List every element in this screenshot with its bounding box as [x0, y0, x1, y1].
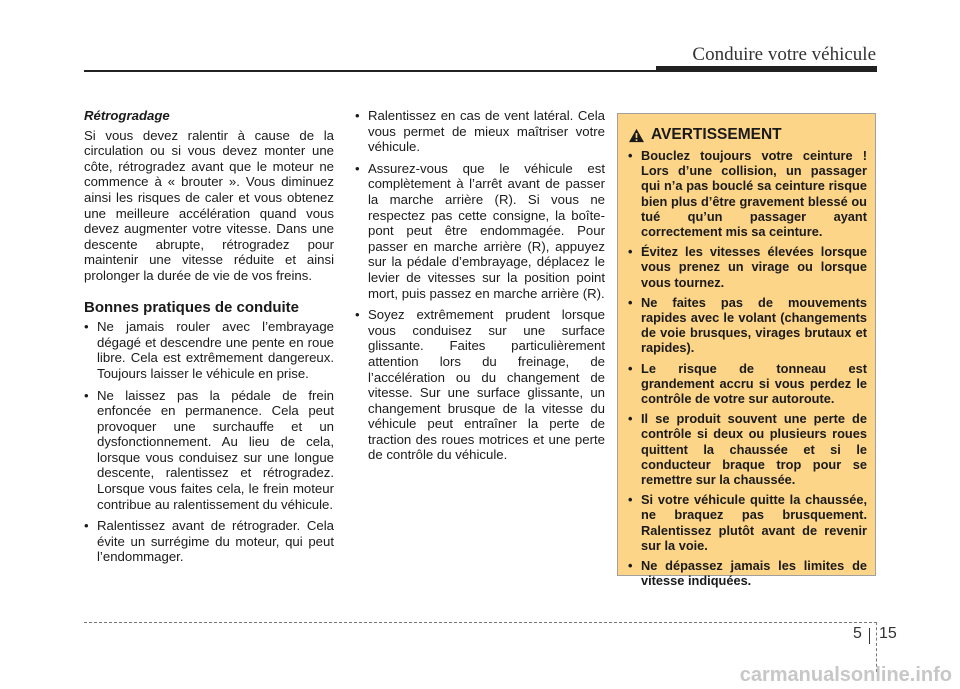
bullet-icon: • — [628, 411, 633, 427]
column-left — [84, 108, 334, 571]
list-item-text: Ne jamais rouler avec l’embrayage dégagé et descendre une pente en roue libre. Cela est extrêmement dangereux. Toujours laisser le véhicule en prise. — [97, 319, 334, 381]
warning-list — [628, 148, 867, 588]
warning-item — [628, 361, 867, 407]
warning-item — [628, 295, 867, 356]
warning-header — [628, 126, 867, 144]
bullet-icon: • — [628, 148, 633, 163]
bullet-icon: • — [628, 294, 633, 310]
bullet-icon: • — [355, 160, 360, 176]
bullet-icon: • — [628, 558, 633, 574]
warning-item — [628, 411, 867, 487]
bullet-icon: • — [84, 319, 89, 335]
warning-item-text: Si votre véhicule quitte la chaussée, ne braquez pas brusquement. Ralentissez plutôt avant de revenir sur la voie. — [641, 492, 867, 553]
bullet-icon: • — [355, 307, 360, 323]
warning-triangle-icon — [628, 128, 645, 143]
bullet-icon: • — [84, 387, 89, 403]
bullet-icon: • — [84, 518, 89, 534]
header-rule-accent — [656, 66, 877, 72]
bullet-list — [84, 319, 334, 565]
list-item — [355, 307, 605, 463]
page-header-title: Conduire votre véhicule — [692, 44, 876, 65]
section-title: Bonnes pratiques de conduite — [84, 298, 300, 316]
list-item-text: Ralentissez avant de rétrograder. Cela évite un surrégime du moteur, qui peut l’endommager. — [97, 518, 334, 565]
warning-item — [628, 492, 867, 553]
warning-title: AVERTISSEMENT — [651, 126, 782, 143]
list-item-text: Soyez extrêmement prudent lorsque vous conduisez sur une surface glissante. Faites particulièrement attention lors du freinage, de l’accélération ou du changement de vitesse. Sur une surface glissante, un changement brusque de la vitesse du véhicule peut entraîner la perte de traction des roues motrices et une perte de contrôle du véhicule. — [368, 307, 605, 463]
list-item-text: Ne laissez pas la pédale de frein enfoncée en permanence. Cela peut provoquer une surchauffe et un dysfonctionnement. Au lieu de cela, lorsque vous conduisez sur une longue descente, ralentissez et rétrogradez. Lorsque vous faites cela, le frein moteur contribue au ralentissement du véhicule. — [97, 387, 334, 512]
chapter-number: 5 — [853, 625, 862, 642]
warning-item-text: Ne faites pas de mouvements rapides avec le volant (changements de voie brusques, virages brutaux et rapides). — [641, 294, 867, 356]
warning-item — [628, 148, 867, 239]
warning-item-text: Il se produit souvent une perte de contrôle si deux ou plusieurs roues quittent la chaussée et si le conducteur braque trop pour se remettre sur la chaussée. — [641, 411, 867, 488]
column-middle — [355, 108, 605, 469]
warning-item-text: Ne dépassez jamais les limites de vitesse indiquées. — [641, 558, 867, 589]
warning-item-text: Le risque de tonneau est grandement accru si vous perdez le contrôle de votre sur autoroute. — [641, 360, 867, 407]
bullet-icon: • — [628, 360, 633, 376]
list-item-text: Assurez-vous que le véhicule est complètement à l’arrêt avant de passer la marche arrière (R). Si vous ne respectez pas cette consigne, la boîte-pont peut être endommagée. Pour passer en marche arrière (R), appuyez sur la pédale d’embrayage, déplacez le levier de vitesses sur la position point mort, puis passez en marche arrière (R). — [368, 160, 605, 301]
warning-item-text: Évitez les vitesses élevées lorsque vous prenez un virage ou lorsque vous tournez. — [641, 244, 867, 290]
footer-rule — [84, 622, 877, 623]
subheading-retrogradage: Rétrogradage — [84, 108, 170, 123]
list-item — [84, 518, 334, 565]
warning-box — [617, 113, 876, 589]
bullet-icon: • — [628, 244, 633, 260]
paragraph-retrogradage: Si vous devez ralentir à cause de la circulation ou si vous devez monter une côte, rétrogradez avant que le moteur ne commence à « brouter ». Vous diminuez ainsi les risques de caler et vous obtenez une meilleure accélération quand vous devez augmenter votre vitesse. Dans une descente abrupte, rétrogradez pour maintenir une vitesse réduite et ainsi prolonger la durée de vie de vos freins. — [84, 127, 334, 283]
list-item — [84, 319, 334, 381]
warning-item — [628, 558, 867, 588]
warning-item — [628, 244, 867, 290]
bullet-icon: • — [355, 108, 360, 123]
bullet-list — [355, 108, 605, 463]
list-item — [355, 108, 605, 155]
header-rule — [84, 70, 656, 72]
list-item-text: Ralentissez en cas de vent latéral. Cela vous permet de mieux maîtriser votre véhicule. — [368, 108, 605, 155]
watermark: carmanualsonline.info — [739, 664, 952, 686]
list-item — [84, 388, 334, 513]
list-item — [355, 161, 605, 301]
page-number: 15 — [879, 625, 897, 642]
page-number-separator — [869, 628, 870, 644]
warning-item-text: Bouclez toujours votre ceinture ! Lors d’une collision, un passager qui n’a pas bouclé sa ceinture risque bien plus d’être gravement blessé ou tué qu’un passager ayant correctement mis sa ceinture. — [641, 148, 867, 240]
bullet-icon: • — [628, 492, 633, 508]
